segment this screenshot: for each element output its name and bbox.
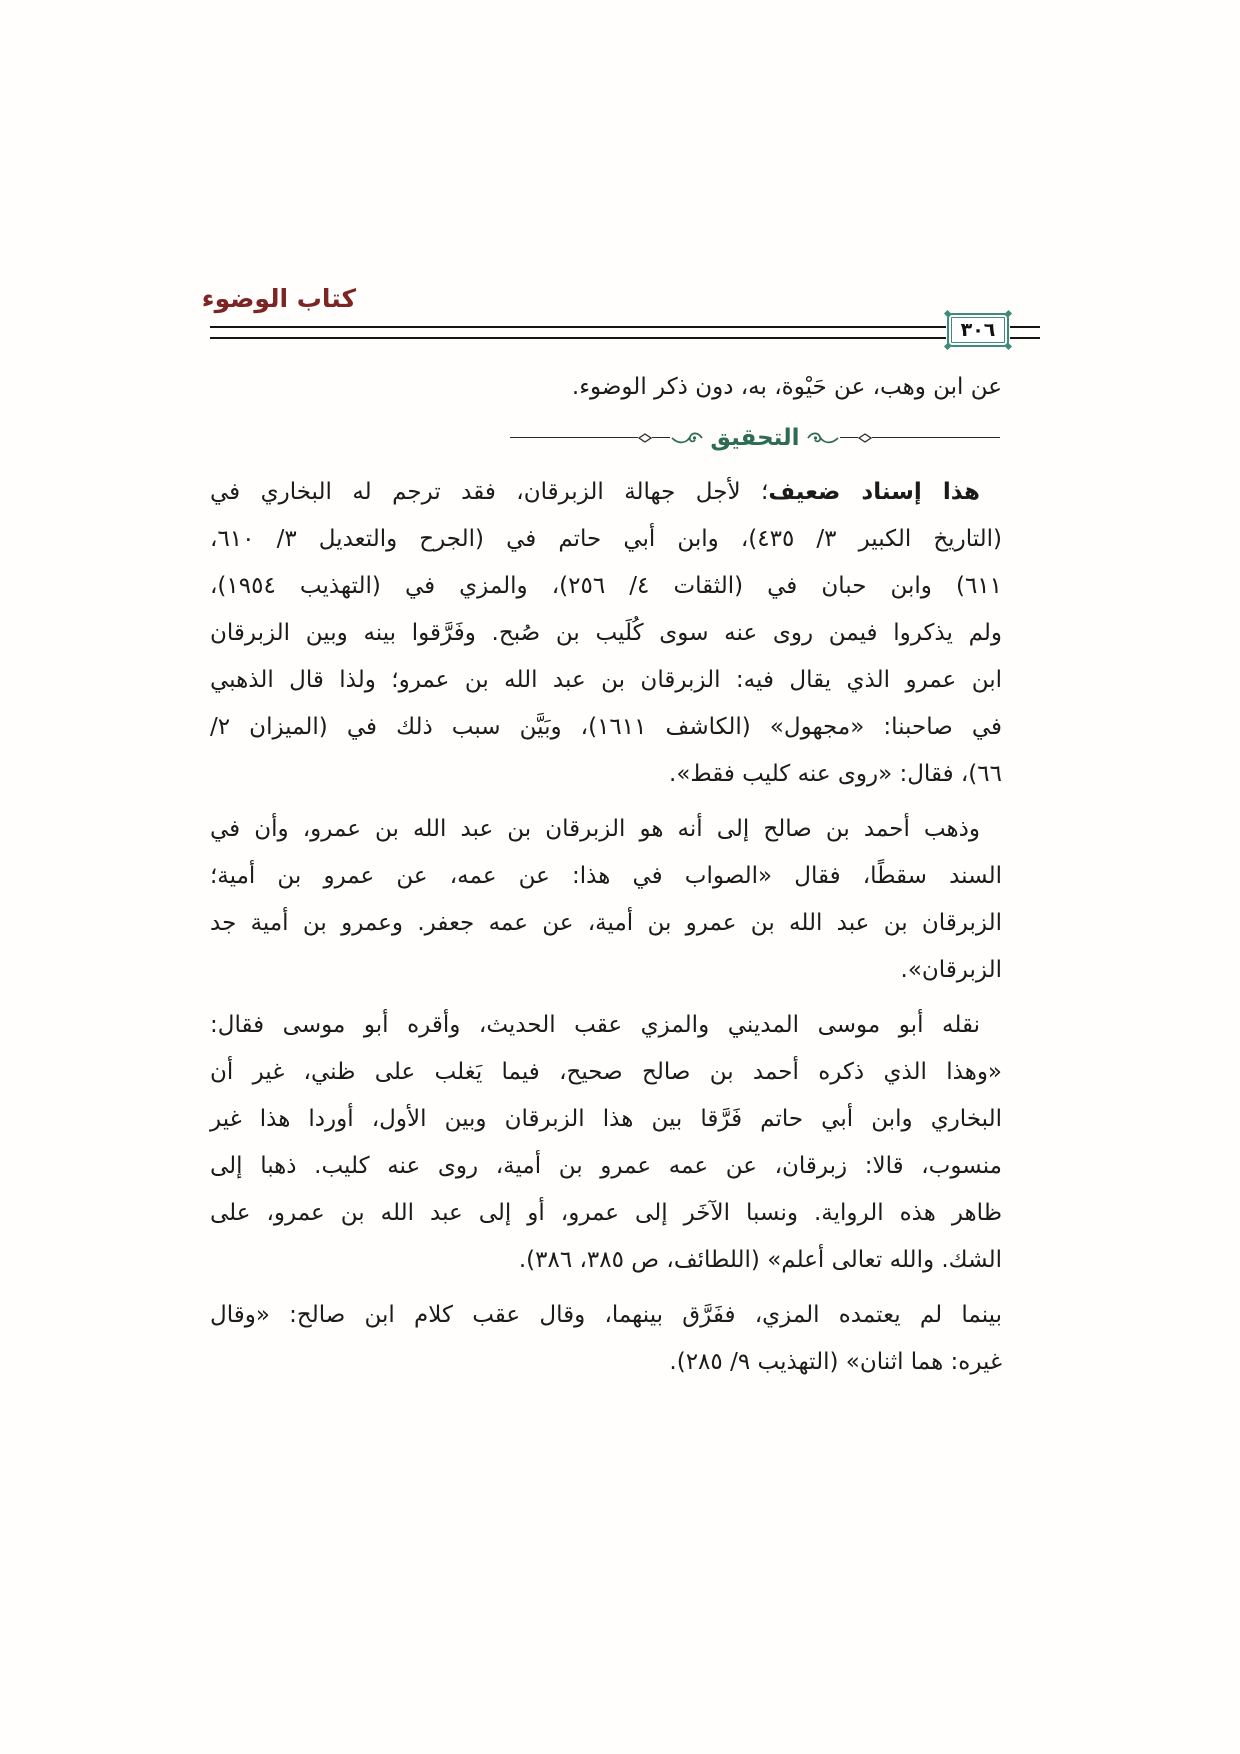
text-line: الزبرقان».: [900, 957, 1002, 983]
text-line: في صاحبنا: «مجهول» (الكاشف ١٦١١)، وبَيَّن سبب ذلك في (الميزان ٢/: [210, 714, 1002, 740]
floral-swirl-icon: [670, 429, 704, 447]
text-line: [210, 469, 1002, 516]
text-line: غيره: هما اثنان» (التهذيب ٩/ ٢٨٥).: [669, 1349, 1002, 1375]
page-number: ٣٠٦: [960, 318, 996, 341]
frame-corner-icon: [944, 310, 951, 317]
divider-line: [652, 437, 670, 438]
page-number-frame: [947, 313, 1009, 347]
text-line: ابن عمرو الذي يقال فيه: الزبرقان بن عبد الله بن عمرو؛ ولذا قال الذهبي: [210, 667, 1002, 693]
text-line: ٦١١) وابن حبان في (الثقات ٤/ ٢٥٦)، والمزي في (التهذيب ١٩٥٤)،: [210, 573, 1003, 599]
divider-line: [510, 437, 638, 438]
frame-corner-icon: [944, 343, 951, 350]
diamond-ornament-icon: [858, 433, 872, 443]
text-line: الشك. والله تعالى أعلم» (اللطائف، ص ٣٨٥، ٣٨٦).: [518, 1247, 1002, 1273]
section-divider: [510, 414, 1000, 461]
text-line: الزبرقان بن عبد الله بن عمرو بن أمية، عن عمه جعفر. وعمرو بن أمية جد: [210, 910, 1002, 936]
text-line: البخاري وابن أبي حاتم فَرَّقا بين هذا الزبرقان وبين الأول، أوردا هذا غير: [210, 1106, 1002, 1132]
header-double-rule-end: [1010, 326, 1040, 339]
intro-line: عن ابن وهب، عن حَيْوة، به، دون ذكر الوضوء.: [571, 374, 1002, 400]
header-double-rule: [210, 326, 946, 339]
divider-line: [840, 437, 858, 438]
floral-swirl-icon: [806, 429, 840, 447]
body-text: [210, 364, 1002, 1386]
paragraph: [210, 1292, 1002, 1386]
text-line: (التاريخ الكبير ٣/ ٤٣٥)، وابن أبي حاتم في (الجرح والتعديل ٣/ ٦١٠،: [210, 526, 1003, 552]
frame-corner-icon: [1005, 310, 1012, 317]
text-line-rest: ؛ لأجل جهالة الزبرقان، فقد ترجم له البخاري في: [210, 479, 769, 505]
paragraph: [210, 1002, 1002, 1284]
text-line: السند سقطًا، فقال «الصواب في هذا: عن عمه، عن عمرو بن أمية؛: [210, 863, 1002, 889]
paragraph: [210, 469, 1002, 798]
text-line: «وهذا الذي ذكره أحمد بن صالح صحيح، فيما يَغلب على ظني، غير أن: [210, 1059, 1002, 1085]
text-line: ولم يذكروا فيمن روى عنه سوى كُلَيب بن صُبح. وفَرَّقوا بينه وبين الزبرقان: [210, 620, 1002, 646]
section-heading: التحقيق: [710, 424, 800, 451]
text-line: بينما لم يعتمده المزي، ففَرَّق بينهما، وقال عقب كلام ابن صالح: «وقال: [210, 1302, 1002, 1328]
text-line: نقله أبو موسى المديني والمزي عقب الحديث، وأقره أبو موسى فقال:: [210, 1012, 980, 1038]
text-line: منسوب، قالا: زبرقان، عن عمه عمرو بن أمية، روى عنه كليب. ذهبا إلى: [210, 1153, 1002, 1179]
book-title: كتاب الوضوء: [201, 284, 356, 313]
text-line: ٦٦)، فقال: «روى عنه كليب فقط».: [669, 761, 1002, 787]
diamond-ornament-icon: [638, 433, 652, 443]
text-line: وذهب أحمد بن صالح إلى أنه هو الزبرقان بن عبد الله بن عمرو، وأن في: [210, 816, 980, 842]
verdict-bold-text: هذا إسناد ضعيف: [768, 479, 981, 505]
paragraph: [210, 806, 1002, 994]
frame-corner-icon: [1005, 343, 1012, 350]
text-line: ظاهر هذه الرواية. ونسبا الآخَر إلى عمرو، أو إلى عبد الله بن عمرو، على: [210, 1200, 1002, 1226]
divider-line: [872, 437, 1000, 438]
